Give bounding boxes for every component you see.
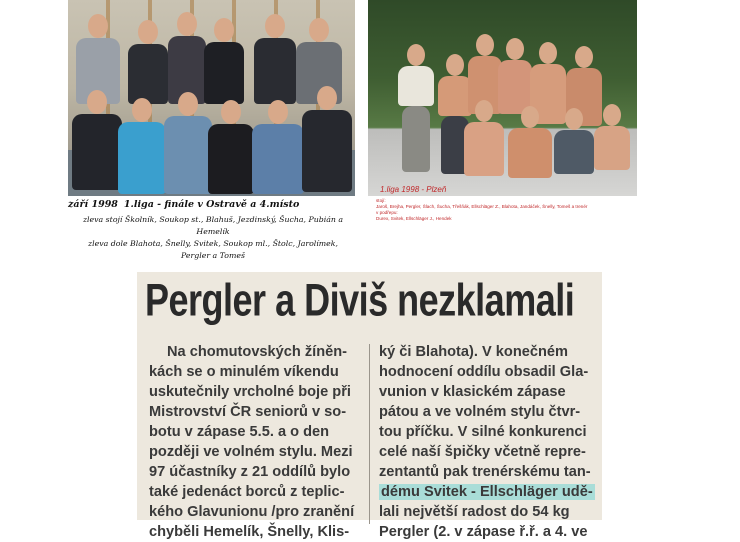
article-line: pátou a ve volném stylu čtvr- xyxy=(379,404,581,420)
article-line: lali největší radost do 54 kg xyxy=(379,504,570,520)
person xyxy=(398,44,434,172)
article-column-2 xyxy=(379,342,591,542)
person xyxy=(302,86,352,192)
caption-line: zleva dole Blahota, Šnelly, Svitek, Soukop ml., Štolc, Jarolímek, xyxy=(88,239,338,248)
photo2-caption xyxy=(376,198,636,222)
team-photo-plzen xyxy=(368,0,637,196)
article-line-highlighted xyxy=(379,482,591,502)
article-line: chyběli Hemelík, Šnelly, Klis- xyxy=(149,524,350,540)
highlighter-mark: dému Svitek - Ellschläger udě- xyxy=(381,484,593,500)
photo1-caption xyxy=(68,199,358,262)
newspaper-clipping xyxy=(137,272,602,540)
column-divider xyxy=(369,344,370,524)
team-photo-ostrava xyxy=(68,0,355,196)
person xyxy=(72,90,122,190)
article-line: Mistrovství ČR seniorů v so- xyxy=(149,404,347,420)
caption-line: v podřepu: xyxy=(376,210,398,215)
caption-line: Pergler a Tomeš xyxy=(181,251,245,260)
caption-line: zleva stojí Školník, Soukop st., Blahuš, Jezdinský, Šucha, Pubián a Hemelík xyxy=(82,215,344,236)
person xyxy=(508,106,552,178)
person xyxy=(118,98,166,194)
person xyxy=(128,20,168,104)
article-line: hodnocení oddílu obsadil Gla- xyxy=(379,364,589,380)
caption-line: Durex, Svitek, Ellschläger J., Hendek xyxy=(376,216,452,221)
person xyxy=(254,14,296,104)
article-line: vunion v klasickém zápase xyxy=(379,384,566,400)
article-line: ký či Blahota). V konečném xyxy=(379,344,568,360)
article-line: kého Glavunionu /pro zranění xyxy=(149,504,355,520)
article-line: 97 účastníky z 21 oddílů bylo xyxy=(149,464,351,480)
person xyxy=(554,108,594,174)
caption-line: stojí: xyxy=(376,198,386,203)
article-column-1 xyxy=(149,342,361,542)
article-headline: Pergler a Diviš nezklamali xyxy=(145,274,575,326)
article-line: botu v zápase 5.5. a o den xyxy=(149,424,330,440)
caption-line: Jaroš, Brejha, Pergler, Šlach, Šucha, Třešňák, Ellschläger Z., Blahota, Jandáček, Šnelly, Tomeš a trenér xyxy=(376,204,588,209)
article-line: celé naší špičky včetně repre- xyxy=(379,444,586,460)
article-line: později ve volném stylu. Mezi xyxy=(149,444,353,460)
person xyxy=(164,92,212,194)
caption-title: 1.liga - finále v Ostravě a 4.místo xyxy=(123,199,300,210)
photo2-caption-title: 1.liga 1998 - Plzeň xyxy=(380,185,447,194)
article-line: uskutečnily vrcholné boje při xyxy=(149,384,351,400)
person xyxy=(168,12,206,104)
article-line: Na chomutovských žíněn- xyxy=(167,344,348,360)
person xyxy=(464,100,504,176)
person xyxy=(208,100,254,194)
article-line: také jedenáct borců z teplic- xyxy=(149,484,345,500)
article-line: tou příčku. V silné konkurenci xyxy=(379,424,587,440)
article-line: zentantů pak trenérskému tan- xyxy=(379,464,591,480)
article-line: kách se o minulém víkendu xyxy=(149,364,339,380)
person xyxy=(594,104,630,170)
article-line: Pergler (2. v zápase ř.ř. a 4. ve xyxy=(379,524,588,540)
person xyxy=(252,100,304,194)
caption-date: září 1998 xyxy=(68,199,118,210)
